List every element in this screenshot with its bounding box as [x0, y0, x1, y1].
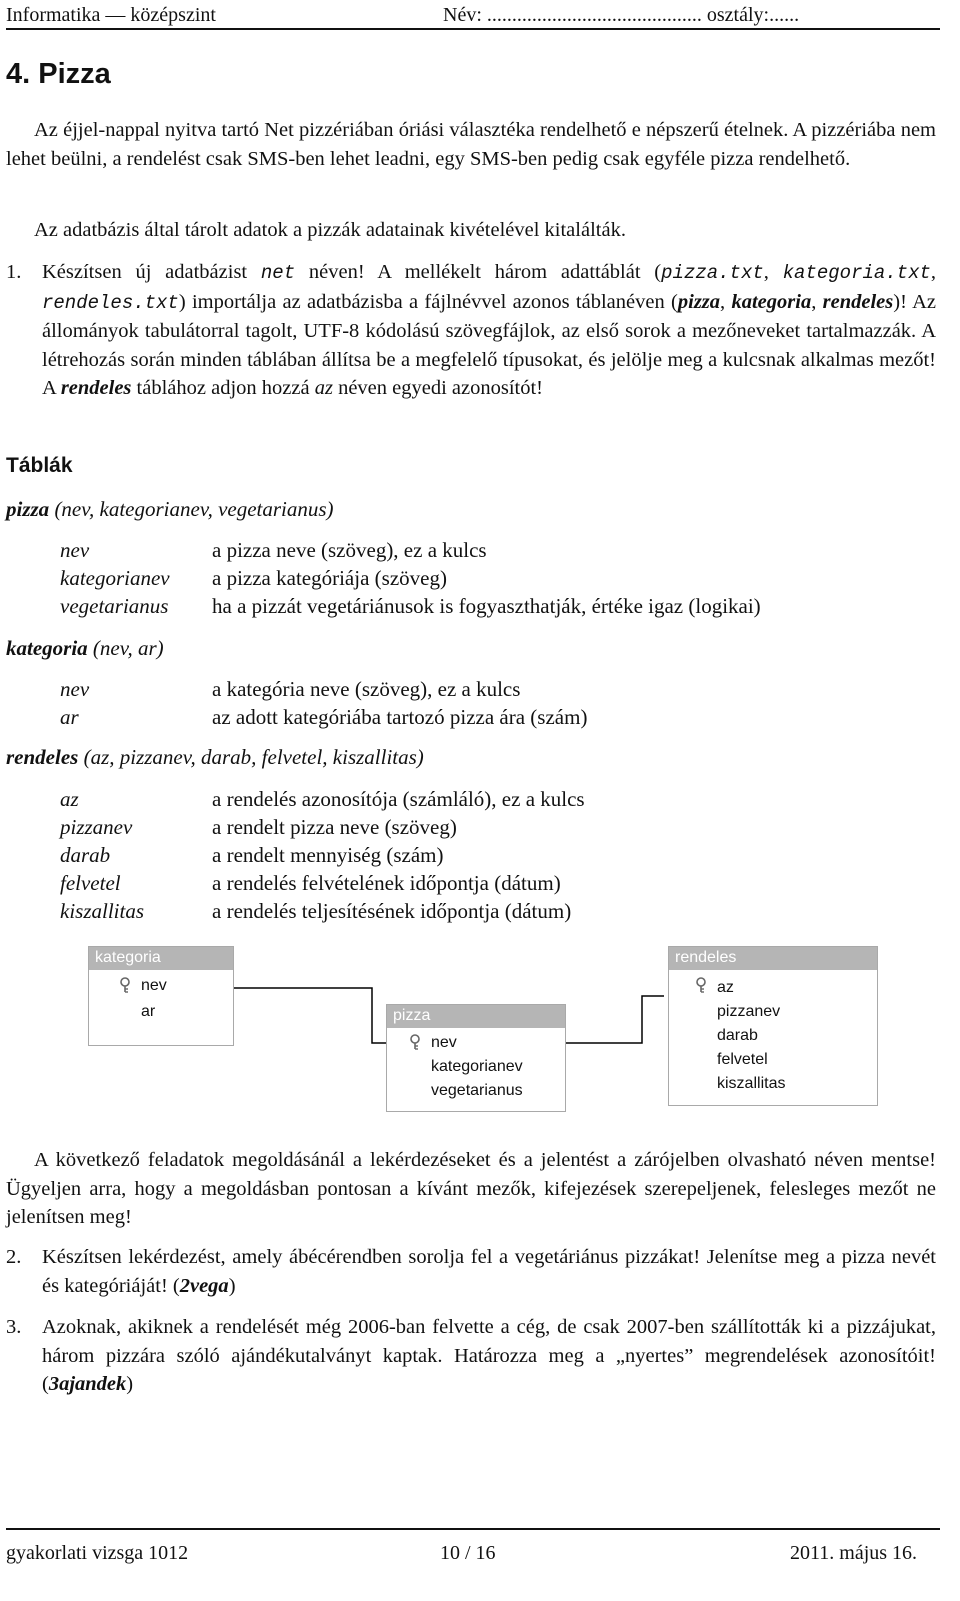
field-description: a kategória neve (szöveg), ez a kulcs: [212, 677, 521, 701]
diagram-field: kiszallitas: [717, 1075, 786, 1092]
diagram-field: ar: [141, 1003, 156, 1020]
table-rendeles-heading: rendeles (az, pizzanev, darab, felvetel, kiszallitas): [6, 745, 424, 769]
footer-exam: gyakorlati vizsga 1012: [6, 1542, 189, 1564]
diagram-field: nev: [141, 977, 167, 994]
field-description: a pizza kategóriája (szöveg): [212, 566, 447, 590]
header-name-class: Név: ........................................... osztály:......: [443, 4, 800, 26]
field-description: a rendelés felvételének időpontja (dátum): [212, 871, 561, 895]
field-name: kategorianev: [60, 566, 170, 590]
task-2: [6, 1243, 936, 1300]
diagram-field: vegetarianus: [431, 1082, 523, 1099]
diagram-field: felvetel: [717, 1051, 768, 1068]
field-name: nev: [60, 677, 90, 701]
task-1-text: Készítsen új adatbázist net néven! A mellékelt három adattáblát (pizza.txt, kategoria.txt, rendeles.txt) importálja az adatbázisba a fájlnévvel azonos táblanéven (pizza, kategoria, rendeles)! Az állományok tabulátorral tagolt, UTF-8 kódolású szövegfájlok, az első sorok a mezőneveket tartalmazzák. A létrehozás során minden táblában állítsa be a megfelelő típusokat, és jelölje meg a kulcsnak alkalmas mezőt! A rendeles táblához adjon hozzá az néven egyedi azonosítót!: [42, 261, 937, 399]
task-1-number: 1.: [6, 261, 22, 283]
field-name: vegetarianus: [60, 594, 169, 618]
field-name: az: [60, 787, 79, 811]
footer-page-number: 10 / 16: [440, 1542, 496, 1564]
diagram-table-title: pizza: [387, 1005, 565, 1028]
diagram-field: kategorianev: [431, 1058, 523, 1075]
diagram-field: nev: [431, 1034, 457, 1051]
field-name: pizzanev: [60, 815, 133, 839]
diagram-field: darab: [717, 1027, 758, 1044]
diagram-field: pizzanev: [717, 1003, 781, 1020]
diagram-table-pizza: [386, 1004, 566, 1112]
footer-date: 2011. május 16.: [790, 1542, 918, 1564]
task-2-text: Készítsen lekérdezést, amely ábécérendben sorolja fel a vegetáriánus pizzákat! Jelenítse meg a pizza nevét és kategóriáját! (2vega): [42, 1246, 936, 1297]
field-description: a pizza neve (szöveg), ez a kulcs: [212, 538, 487, 562]
key-icon: [695, 977, 711, 993]
page-title: 4. Pizza: [6, 58, 111, 90]
task-1: [6, 258, 936, 403]
field-name: ar: [60, 705, 79, 729]
diagram-table-title: rendeles: [669, 947, 877, 970]
header-subject: Informatika — középszint: [6, 4, 216, 26]
table-kategoria-heading: kategoria (nev, ar): [6, 636, 164, 660]
field-description: ha a pizzát vegetáriánusok is fogyaszthatják, értéke igaz (logikai): [212, 594, 761, 618]
field-description: a rendelés azonosítója (számláló), ez a kulcs: [212, 787, 585, 811]
task-3-number: 3.: [6, 1316, 22, 1338]
page-header: [6, 2, 942, 28]
task-2-number: 2.: [6, 1246, 22, 1268]
diagram-table-title: kategoria: [89, 947, 233, 970]
key-icon: [409, 1034, 425, 1050]
task-3: [6, 1313, 936, 1399]
footer-rule: [6, 1528, 940, 1530]
relation-pizza-rendeles: [565, 996, 664, 1043]
field-description: a rendelt mennyiség (szám): [212, 843, 444, 867]
field-name: kiszallitas: [60, 899, 145, 923]
section-title-tables: Táblák: [6, 454, 73, 477]
task-3-text: Azoknak, akiknek a rendelését még 2006-ban felvette a cég, de csak 2007-ben szállították ki a pizzájukat, három pizzára szóló ajándékutalványt kaptak. Határozza meg a „nyertes” megrendelések azonosítóit! (3ajandek): [42, 1316, 936, 1395]
field-name: felvetel: [60, 871, 121, 895]
field-description: a rendelt pizza neve (szöveg): [212, 815, 457, 839]
table-pizza-heading: pizza (nev, kategorianev, vegetarianus): [6, 497, 334, 521]
field-description: az adott kategóriába tartozó pizza ára (szám): [212, 705, 588, 729]
field-description: a rendelés teljesítésének időpontja (dátum): [212, 899, 572, 923]
key-icon: [119, 977, 135, 993]
intro-paragraph-1: Az éjjel-nappal nyitva tartó Net pizzériában óriási választéka rendelhető e népszerű ételnek. A pizzériába nem lehet beülni, a rendelést csak SMS-ben lehet leadni, egy SMS-ben pedig csak egyféle pizza rendelhető.: [6, 119, 936, 170]
field-name: nev: [60, 538, 90, 562]
diagram-table-kategoria: [88, 946, 234, 1046]
instructions-paragraph: A következő feladatok megoldásánál a lekérdezéseket és a jelentést a zárójelben olvasható néven mentse! Ügyeljen arra, hogy a megoldásban pontosan a kívánt mezők, kifejezések szerepeljenek, felesleges mezőt ne jelenítsen meg!: [6, 1149, 936, 1228]
field-name: darab: [60, 843, 111, 867]
diagram-field: az: [717, 979, 734, 996]
relation-kategoria-pizza: [232, 988, 392, 1043]
intro-paragraph-2: Az adatbázis által tárolt adatok a pizzák adatainak kivételével kitalálták.: [34, 219, 626, 241]
header-rule: [6, 28, 940, 30]
diagram-table-rendeles: [668, 946, 878, 1106]
